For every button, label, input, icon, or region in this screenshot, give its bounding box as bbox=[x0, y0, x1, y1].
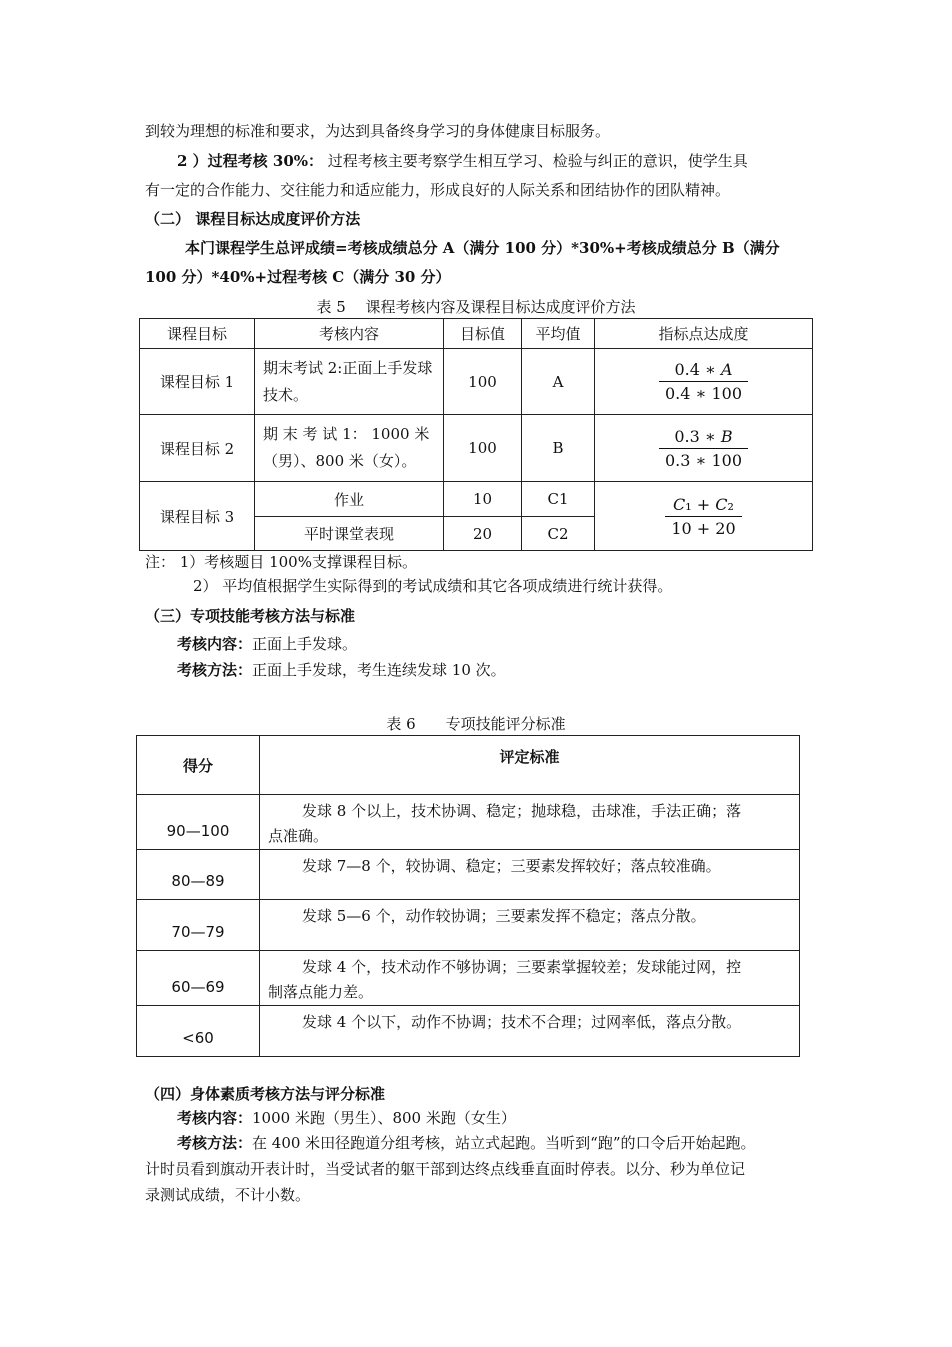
table-row bbox=[140, 349, 813, 415]
header-goal: 课程目标 bbox=[140, 319, 255, 349]
section4-heading: （四）身体素质考核方法与评分标准 bbox=[145, 1085, 386, 1103]
method-text: 正面上手发球，考生连续发球 10 次。 bbox=[252, 661, 506, 679]
table-row bbox=[137, 951, 800, 1006]
average-cell: B bbox=[522, 415, 595, 482]
score-cell: 60—69 bbox=[137, 951, 260, 1006]
score-cell: <60 bbox=[137, 1006, 260, 1057]
note-1: 注： 1）考核题目 100%支撑课程目标。 bbox=[145, 553, 417, 571]
fraction bbox=[659, 360, 748, 403]
fraction-numerator: 𝐶₁ + 𝐶₂ bbox=[665, 495, 741, 517]
fraction bbox=[665, 495, 741, 538]
criteria-line-1: 发球 4 个以下，动作不协调；技术不合理；过网率低，落点分散。 bbox=[302, 1013, 742, 1031]
section4-method bbox=[177, 1130, 756, 1156]
formula-line-1: 本门课程学生总评成绩=考核成绩总分 A（满分 100 分）*30%+考核成绩总分 B（满分 bbox=[185, 239, 780, 257]
fraction-denominator: 10 + 20 bbox=[671, 518, 736, 538]
fraction-numerator: 0.4 ∗ 𝐴 bbox=[659, 360, 748, 382]
process-paragraph bbox=[177, 148, 748, 174]
fraction-denominator: 0.3 ∗ 100 bbox=[664, 450, 743, 470]
table-row bbox=[137, 1006, 800, 1057]
table6 bbox=[136, 735, 800, 1057]
table-row bbox=[137, 795, 800, 850]
table-row bbox=[140, 482, 813, 517]
fraction-numerator: 0.3 ∗ 𝐵 bbox=[659, 427, 748, 449]
table6-header-row bbox=[137, 736, 800, 795]
criteria-cell bbox=[260, 850, 800, 900]
target-cell: 100 bbox=[444, 415, 522, 482]
header-criteria: 评定标准 bbox=[260, 736, 800, 795]
process-label: 2 ）过程考核 30%： bbox=[177, 152, 324, 170]
content-label: 考核内容： bbox=[177, 635, 253, 653]
note-2: 2） 平均值根据学生实际得到的考试成绩和其它各项成绩进行统计获得。 bbox=[193, 577, 673, 595]
target-cell: 20 bbox=[444, 517, 522, 551]
intro-line: 到较为理想的标准和要求，为达到具备终身学习的身体健康目标服务。 bbox=[145, 122, 611, 140]
section3-content bbox=[177, 631, 357, 657]
header-achievement: 指标点达成度 bbox=[595, 319, 813, 349]
goal-cell: 课程目标 3 bbox=[140, 482, 255, 551]
header-content: 考核内容 bbox=[255, 319, 444, 349]
method-label: 考核方法： bbox=[177, 1134, 253, 1152]
section2-heading: （二） 课程目标达成度评价方法 bbox=[145, 210, 361, 228]
target-cell: 100 bbox=[444, 349, 522, 415]
goal-cell: 课程目标 1 bbox=[140, 349, 255, 415]
content-text: 正面上手发球。 bbox=[252, 635, 358, 653]
header-average: 平均值 bbox=[522, 319, 595, 349]
criteria-cell bbox=[260, 951, 800, 1006]
content-cell: 作业 bbox=[255, 482, 444, 517]
score-cell: 70—79 bbox=[137, 900, 260, 951]
header-score: 得分 bbox=[137, 736, 260, 795]
table5 bbox=[139, 318, 813, 551]
achievement-cell bbox=[595, 349, 813, 415]
criteria-line-1: 发球 4 个，技术动作不够协调；三要素掌握较差；发球能过网，控 bbox=[302, 958, 742, 976]
content-cell: 平时课堂表现 bbox=[255, 517, 444, 551]
table-row bbox=[137, 850, 800, 900]
content-text: 1000 米跑（男生）、800 米跑（女生） bbox=[252, 1109, 516, 1127]
section3-method bbox=[177, 657, 506, 683]
criteria-line-1: 发球 5—6 个，动作较协调；三要素发挥不稳定；落点分散。 bbox=[302, 907, 706, 925]
criteria-cell bbox=[260, 1006, 800, 1057]
criteria-line-1: 发球 8 个以上，技术协调、稳定；抛球稳，击球准，手法正确；落 bbox=[302, 802, 742, 820]
table5-caption: 表 5 课程考核内容及课程目标达成度评价方法 bbox=[316, 298, 636, 316]
method-text-2: 计时员看到旗动开表计时，当受试者的躯干部到达终点线垂直面时停表。以分、秒为单位记 bbox=[145, 1160, 746, 1178]
score-cell: 90—100 bbox=[137, 795, 260, 850]
method-text-3: 录测试成绩，不计小数。 bbox=[145, 1186, 311, 1204]
table-row bbox=[137, 900, 800, 951]
score-cell: 80—89 bbox=[137, 850, 260, 900]
formula-line-2: 100 分）*40%+过程考核 C（满分 30 分） bbox=[145, 268, 451, 286]
content-cell: 期 末 考 试 1： 1000 米（男）、800 米（女）。 bbox=[255, 415, 444, 482]
average-cell: C2 bbox=[522, 517, 595, 551]
method-label: 考核方法： bbox=[177, 661, 253, 679]
header-target: 目标值 bbox=[444, 319, 522, 349]
criteria-line-1: 发球 7—8 个，较协调、稳定；三要素发挥较好；落点较准确。 bbox=[302, 857, 721, 875]
table-row bbox=[140, 415, 813, 482]
fraction-denominator: 0.4 ∗ 100 bbox=[664, 384, 743, 403]
section4-content bbox=[177, 1105, 516, 1131]
method-text-1: 在 400 米田径跑道分组考核，站立式起跑。当听到“跑”的口令后开始起跑。 bbox=[252, 1134, 756, 1152]
process-text-2: 有一定的合作能力、交往能力和适应能力，形成良好的人际关系和团结协作的团队精神。 bbox=[145, 181, 731, 199]
achievement-cell bbox=[595, 482, 813, 551]
table6-caption: 表 6 专项技能评分标准 bbox=[386, 715, 566, 733]
criteria-line-2: 点准确。 bbox=[268, 827, 329, 845]
content-label: 考核内容： bbox=[177, 1109, 253, 1127]
criteria-cell bbox=[260, 795, 800, 850]
criteria-line-2: 制落点能力差。 bbox=[268, 983, 374, 1001]
fraction bbox=[659, 427, 748, 470]
goal-cell: 课程目标 2 bbox=[140, 415, 255, 482]
achievement-cell bbox=[595, 415, 813, 482]
average-cell: C1 bbox=[522, 482, 595, 517]
criteria-cell bbox=[260, 900, 800, 951]
section3-heading: （三）专项技能考核方法与标准 bbox=[145, 607, 356, 625]
target-cell: 10 bbox=[444, 482, 522, 517]
process-text-1: 过程考核主要考察学生相互学习、检验与纠正的意识，使学生具 bbox=[323, 152, 748, 170]
content-cell: 期末考试 2:正面上手发球技术。 bbox=[255, 349, 444, 415]
average-cell: A bbox=[522, 349, 595, 415]
table5-header-row bbox=[140, 319, 813, 349]
